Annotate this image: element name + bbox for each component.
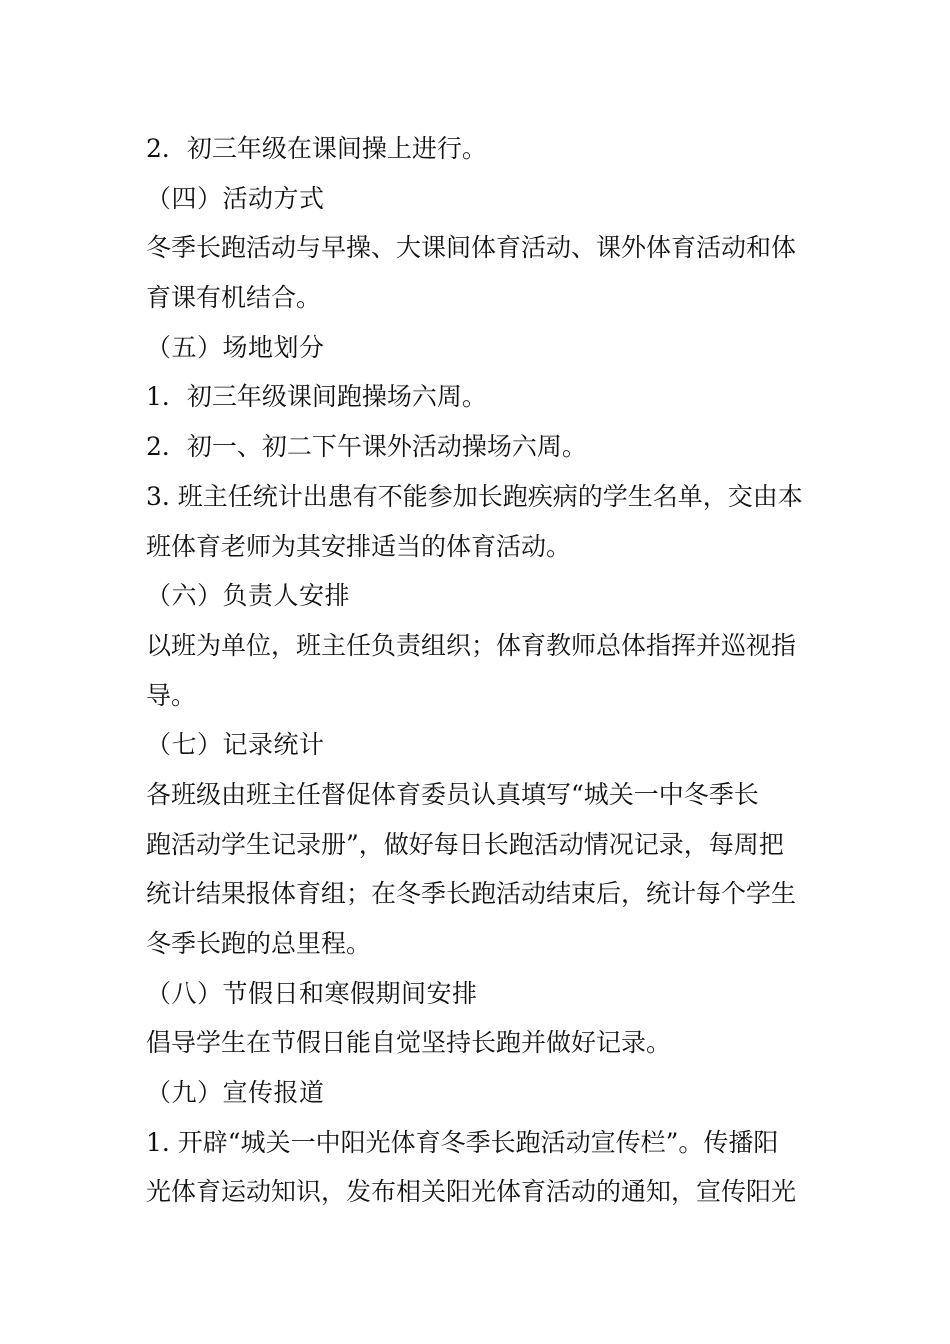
list-item-line: 1．初三年级课间跑操场六周。 bbox=[146, 382, 487, 412]
section-heading-holiday-arrangement: （八）节假日和寒假期间安排 bbox=[146, 978, 478, 1008]
paragraph-line: 光体育运动知识，发布相关阳光体育活动的通知，宣传阳光 bbox=[146, 1177, 797, 1207]
list-item-line: 2．初三年级在课间操上进行。 bbox=[146, 134, 487, 163]
paragraph-line: 以班为单位，班主任负责组织；体育教师总体指挥并巡视指 bbox=[146, 630, 797, 660]
paragraph-line: 育课有机结合。 bbox=[146, 283, 322, 313]
section-heading-responsible-person: （六）负责人安排 bbox=[146, 581, 351, 611]
paragraph-line: 冬季长跑活动与早操、大课间体育活动、课外体育活动和体 bbox=[146, 233, 797, 263]
list-item-line: 1. 开辟“城关一中阳光体育冬季长跑活动宣传栏”。传播阳 bbox=[146, 1127, 779, 1157]
paragraph-line: 冬季长跑的总里程。 bbox=[146, 929, 372, 958]
document-body bbox=[146, 124, 812, 1217]
paragraph-line: 统计结果报体育组；在冬季长跑活动结束后，统计每个学生 bbox=[146, 879, 797, 909]
section-heading-activity-method: （四）活动方式 bbox=[146, 183, 325, 213]
section-heading-publicity: （九）宣传报道 bbox=[146, 1078, 325, 1108]
paragraph-line: 跑活动学生记录册”，做好每日长跑活动情况记录，每周把 bbox=[146, 829, 784, 859]
list-item-line: 2．初一、初二下午课外活动操场六周。 bbox=[146, 432, 587, 462]
section-heading-record-statistics: （七）记录统计 bbox=[146, 730, 325, 760]
paragraph-line: 导。 bbox=[146, 680, 197, 710]
paragraph-line: 班体育老师为其安排适当的体育活动。 bbox=[146, 531, 572, 561]
list-item-line: 3. 班主任统计出患有不能参加长跑疾病的学生名单，交由本 bbox=[146, 481, 803, 511]
section-heading-venue-division: （五）场地划分 bbox=[146, 332, 325, 362]
paragraph-line: 各班级由班主任督促体育委员认真填写“城关一中冬季长 bbox=[146, 779, 759, 809]
paragraph-line: 倡导学生在节假日能自觉坚持长跑并做好记录。 bbox=[146, 1028, 672, 1058]
